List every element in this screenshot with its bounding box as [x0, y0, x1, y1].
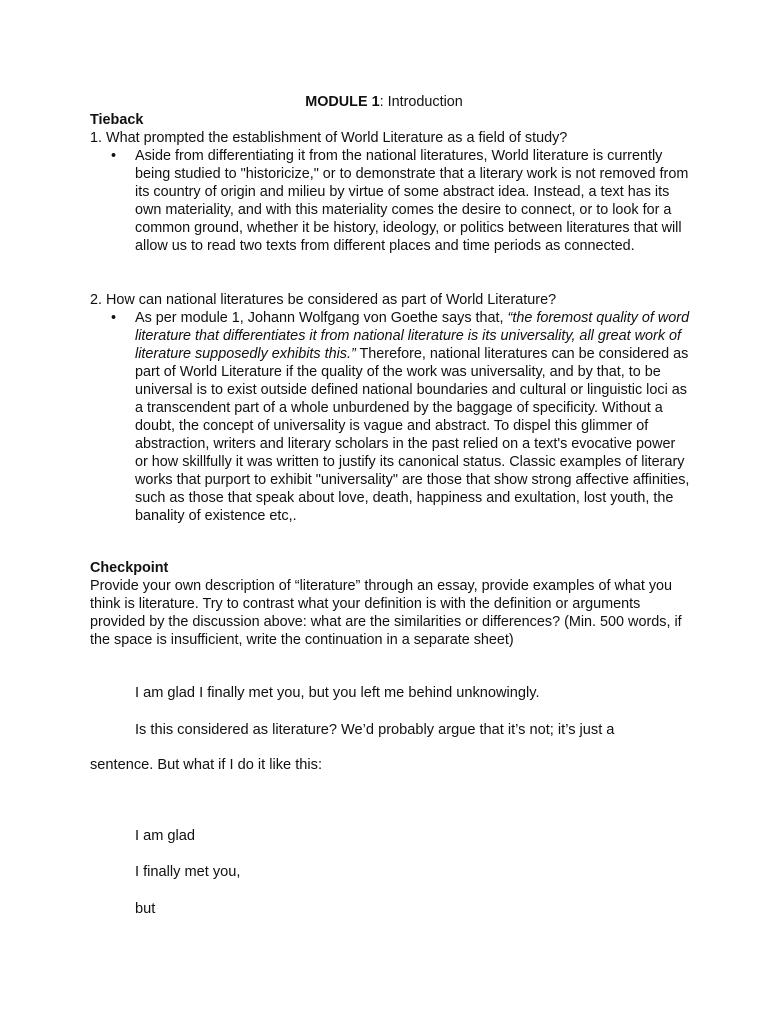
bullet-icon: • [111, 148, 117, 164]
question-1: 1. What prompted the establishment of World Literature as a field of study? [90, 130, 568, 146]
poem-line: but [135, 901, 156, 917]
checkpoint-section [90, 559, 690, 649]
poem-line: I finally met you, [135, 864, 241, 880]
question-2-section [90, 291, 690, 525]
checkpoint-heading: Checkpoint [90, 560, 169, 576]
answer-1-list [90, 147, 690, 255]
answer-2-rest: Therefore, national literatures can be considered as part of World Literature if the quality of the work was universality, and by that, to be universal is to exist outside defined national boundaries and cultural or linguistic loci as a transcendent part of a whole unburdened by the baggage of specificity. Without a doubt, the concept of universality is vague and abstract. To dispel this glimmer of abstraction, writers and literary scholars in the past relied on a text's evocative power or how skillfully it was written to justify its canonical status. Classic examples of literary works that purport to exhibit "universality" are those that show strong affective affinities, such as those that speak about love, death, happiness and exultation, lost youth, the banality of existence etc,. [135, 346, 690, 524]
page-title [0, 93, 768, 111]
essay-line-2: Is this considered as literature? We’d probably argue that it’s not; it’s just a [135, 722, 615, 738]
answer-1-text: Aside from differentiating it from the national literatures, World literature is currently being studied to "historicize," or to demonstrate that a literary work is not removed from its country of origin and milieu by virtue of some abstract idea. Instead, a text has its own materiality, and with this materiality comes the desire to connect, or to look for a common ground, whether it be history, ideology, or politics between literatures that will allow us to read two texts from different places and time periods as connected. [135, 148, 689, 254]
question-2: 2. How can national literatures be considered as part of World Literature? [90, 292, 557, 308]
tieback-heading: Tieback [90, 112, 144, 128]
answer-2 [111, 309, 690, 525]
module-label: MODULE 1 [305, 94, 380, 110]
answer-2-list [90, 309, 690, 525]
tieback-section [90, 111, 690, 255]
poem-line: I am glad [135, 828, 196, 844]
essay-line-3: sentence. But what if I do it like this: [90, 757, 322, 773]
goethe-quote: “the foremost quality of word literature that differentiates it from national literature is its universality, all great work of literature supposedly exhibits this.” [135, 310, 690, 362]
answer-2-lead: As per module 1, Johann Wolfgang von Goethe says that, [135, 310, 508, 326]
checkpoint-prompt: Provide your own description of “literature” through an essay, provide examples of what you think is literature. Try to contrast what your definition is with the definition or arguments provided by the discussion above: what are the similarities or differences? (Min. 500 words, if the space is insufficient, write the continuation in a separate sheet) [90, 578, 682, 648]
answer-1 [111, 147, 690, 255]
essay-line-1: I am glad I finally met you, but you left me behind unknowingly. [135, 685, 540, 701]
bullet-icon: • [111, 310, 117, 326]
module-subtitle: : Introduction [379, 94, 463, 110]
